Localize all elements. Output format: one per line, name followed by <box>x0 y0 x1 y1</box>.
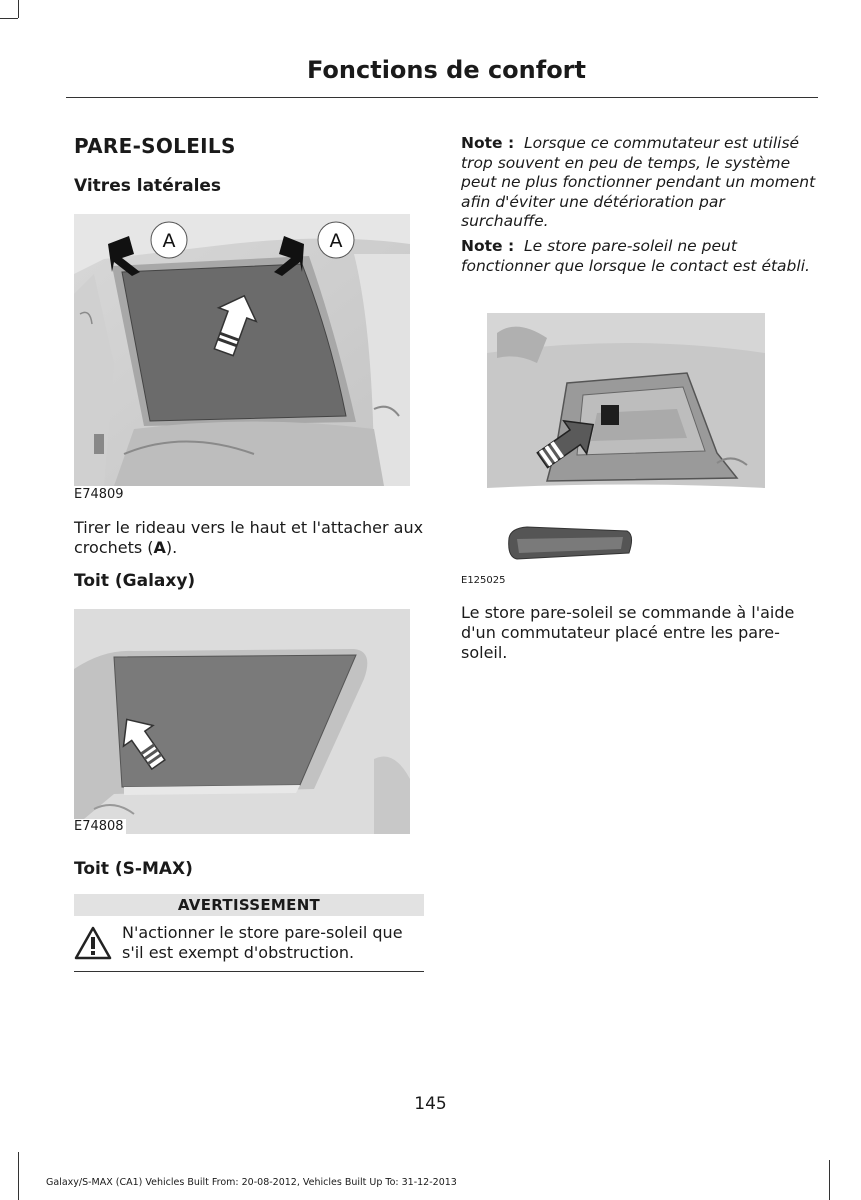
crop-mark <box>18 1152 19 1200</box>
footer-vehicle-info: Galaxy/S-MAX (CA1) Vehicles Built From: 20-08-2012, Vehicles Built Up To: 31-12-2013 <box>46 1177 457 1188</box>
note-ignition <box>461 237 816 276</box>
warning-heading: AVERTISSEMENT <box>74 894 424 916</box>
warning-text: N'actionner le store pare-soleil que s'il est exempt d'obstruction. <box>122 923 403 962</box>
overhead-switch-illustration <box>487 313 765 585</box>
warning-triangle-icon <box>74 926 112 960</box>
figure-label-a: A <box>162 230 176 252</box>
header-divider <box>66 97 818 98</box>
paragraph-text-end: ). <box>165 538 178 557</box>
figure-label-a: A <box>329 230 343 252</box>
figure-roof-galaxy <box>74 609 410 834</box>
side-window-illustration <box>74 214 410 486</box>
note-text: Le store pare-soleil ne peut fonctionner que lorsque le contact est établi. <box>461 237 810 275</box>
crop-mark <box>0 18 18 19</box>
figure-code: E125025 <box>461 575 506 586</box>
subheading-roof-smax: Toit (S-MAX) <box>74 859 193 879</box>
note-label: Note : <box>461 237 515 255</box>
figure-code: E74808 <box>74 819 124 834</box>
paragraph-switch-location: Le store pare-soleil se commande à l'aide d'un commutateur placé entre les pare-soleil. <box>461 603 795 662</box>
figure-side-window <box>74 214 410 486</box>
note-text: Lorsque ce commutateur est utilisé trop souvent en peu de temps, le système peut ne plus fonctionner pendant un moment afin d'éviter une détérioration par surchauffe. <box>461 134 816 230</box>
subheading-side-windows: Vitres latérales <box>74 176 222 196</box>
page-title: Fonctions de confort <box>307 56 586 84</box>
figure-overhead-switch <box>487 313 765 585</box>
roof-galaxy-illustration <box>74 609 410 834</box>
figure-code: E74809 <box>74 487 124 502</box>
note-overheat <box>461 134 816 232</box>
subheading-roof-galaxy: Toit (Galaxy) <box>74 571 196 591</box>
page-number: 145 <box>414 1094 447 1114</box>
crop-mark <box>18 0 19 18</box>
paragraph-side-instruction <box>74 518 426 558</box>
note-label: Note : <box>461 134 515 152</box>
warning-divider <box>74 971 424 972</box>
reference-letter: A <box>153 538 166 557</box>
crop-mark <box>829 1160 830 1200</box>
paragraph-text: Tirer le rideau vers le haut et l'attacher aux crochets ( <box>74 518 424 557</box>
section-heading: PARE-SOLEILS <box>74 134 236 158</box>
